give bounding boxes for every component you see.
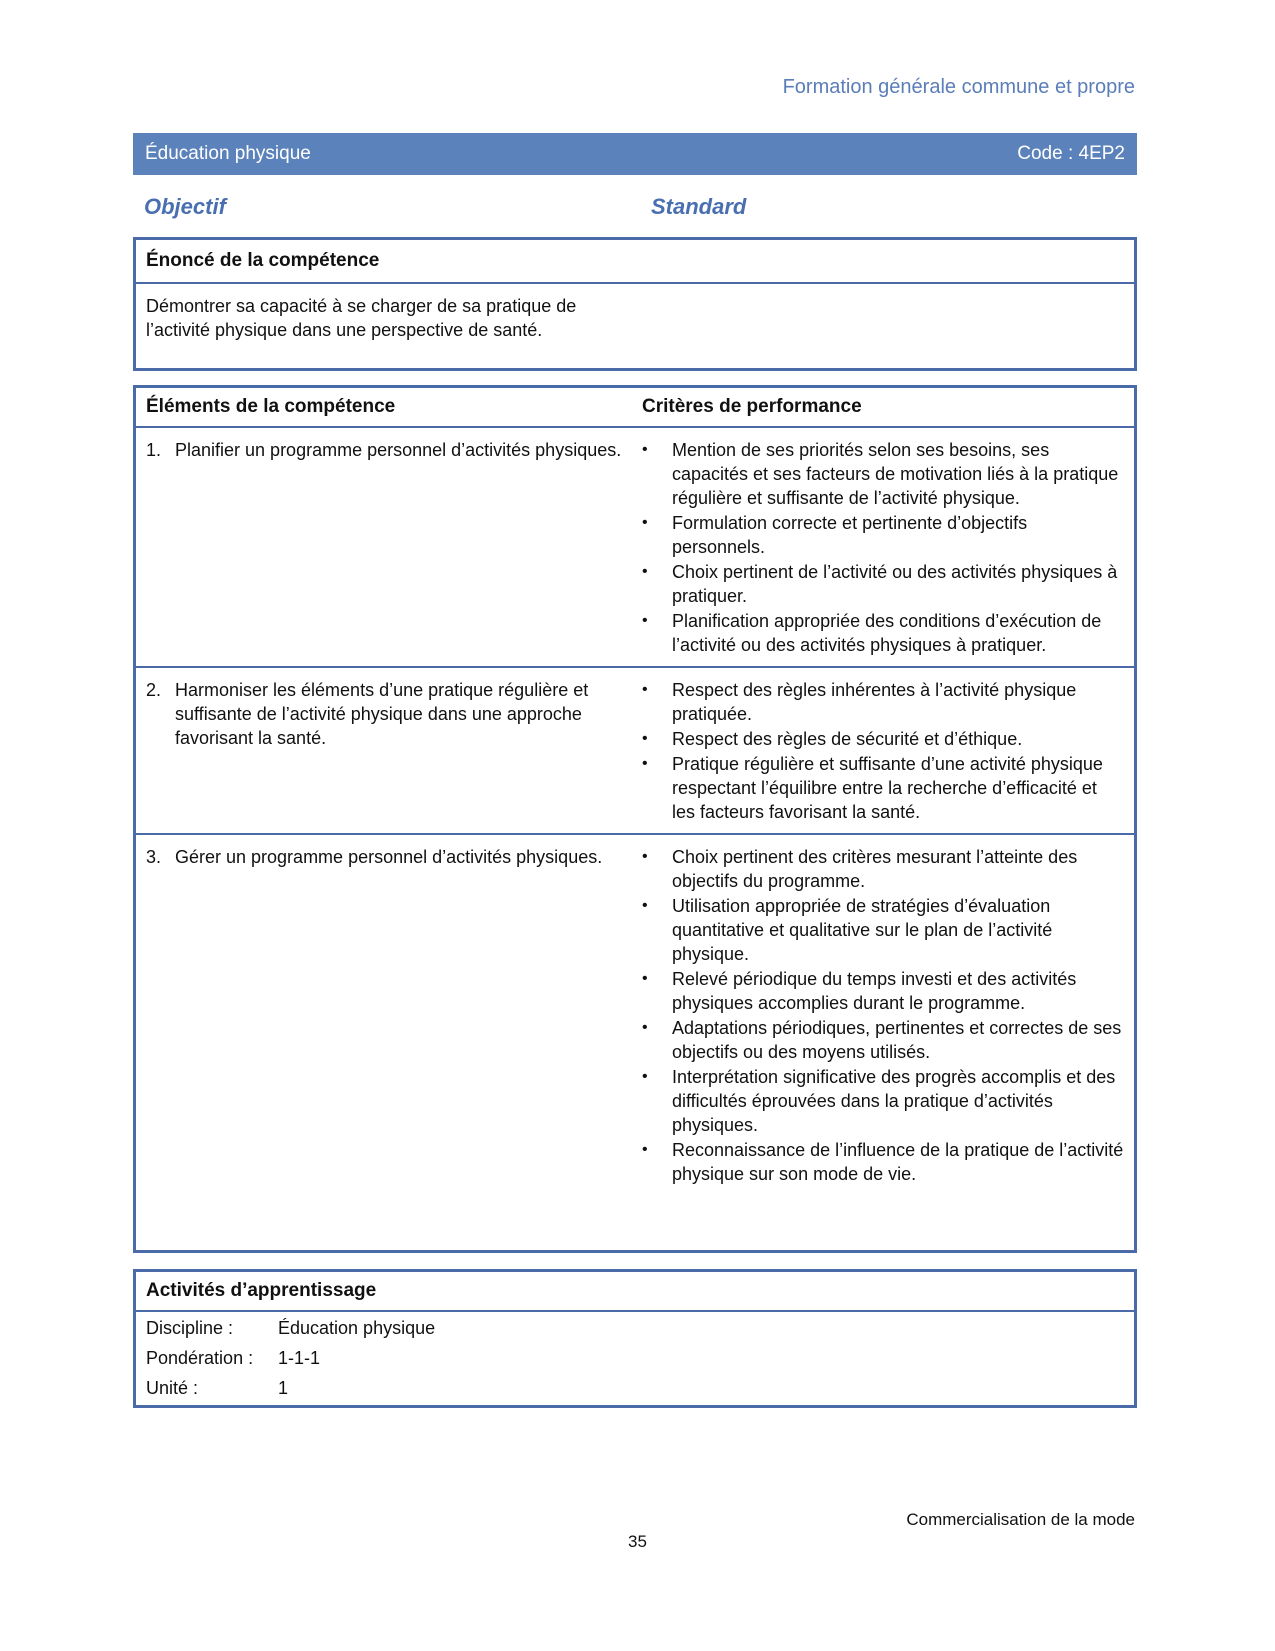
list-item (642, 967, 1124, 1015)
criterion-text: Relevé périodique du temps investi et des activités physiques accomplies durant le programme. (672, 969, 1077, 1013)
criterion-text: Planification appropriée des conditions d’exécution de l’activité ou des activités physiques à pratiquer. (672, 611, 1102, 655)
element-text: Gérer un programme personnel d’activités physiques. (175, 847, 603, 867)
bullet-icon: • (642, 755, 648, 772)
criteria-list (642, 845, 1124, 1186)
element-cell (136, 834, 632, 1195)
bullet-icon: • (642, 514, 648, 531)
enonce-heading: Énoncé de la compétence (136, 240, 1134, 284)
bullet-icon: • (642, 1068, 648, 1085)
list-item (642, 727, 1124, 751)
table-row (136, 427, 1134, 667)
list-item (642, 1065, 1124, 1137)
element-text: Planifier un programme personnel d’activités physiques. (175, 440, 622, 460)
ponderation-label: Pondération : (146, 1347, 254, 1368)
element-item (146, 678, 622, 750)
enonce-text: Démontrer sa capacité à se charger de sa pratique de l’activité physique dans une perspective de santé. (146, 296, 577, 340)
element-cell (136, 667, 632, 834)
bullet-icon: • (642, 1019, 648, 1036)
criteria-cell (632, 834, 1134, 1195)
list-item (642, 678, 1124, 726)
elements-table (136, 388, 1134, 1195)
criterion-text: Respect des règles de sécurité et d’éthique. (672, 729, 1023, 749)
course-code: Code : 4EP2 (1017, 143, 1125, 164)
unite-line (136, 1374, 1134, 1402)
discipline-value: Éducation physique (278, 1317, 436, 1338)
criterion-text: Adaptations périodiques, pertinentes et correctes de ses objectifs ou des moyens utilisés. (672, 1018, 1122, 1062)
bullet-icon: • (642, 681, 648, 698)
elements-table-body (136, 427, 1134, 1195)
course-title: Éducation physique (145, 143, 311, 164)
element-cell (136, 427, 632, 667)
bullet-icon: • (642, 848, 648, 865)
list-item (642, 438, 1124, 510)
objectif-label: Objectif (144, 194, 226, 219)
bullet-icon: • (642, 441, 648, 458)
page-number: 35 (628, 1532, 647, 1551)
ponderation-value: 1-1-1 (278, 1347, 321, 1368)
unite-label: Unité : (146, 1377, 199, 1398)
criterion-text: Interprétation significative des progrès accomplis et des difficultés éprouvées dans la pratique d’activités physiques. (672, 1067, 1116, 1135)
criteria-column-header: Critères de performance (632, 388, 1134, 427)
elements-column-header: Éléments de la compétence (136, 388, 632, 427)
list-item (642, 1016, 1124, 1064)
criterion-text: Choix pertinent des critères mesurant l’atteinte des objectifs du programme. (672, 847, 1078, 891)
footer-program: Commercialisation de la mode (906, 1510, 1135, 1529)
bullet-icon: • (642, 563, 648, 580)
criteria-cell (632, 667, 1134, 834)
criteria-list (642, 438, 1124, 657)
criterion-text: Utilisation appropriée de stratégies d’évaluation quantitative et qualitative sur le plan de l’activité physique. (672, 896, 1053, 964)
element-item (146, 438, 622, 462)
criteria-cell (632, 427, 1134, 667)
bullet-icon: • (642, 1141, 648, 1158)
discipline-label: Discipline : (146, 1317, 234, 1338)
bullet-icon: • (642, 897, 648, 914)
objective-row (144, 194, 1044, 220)
header-note: Formation générale commune et propre (782, 76, 1135, 98)
list-item (642, 845, 1124, 893)
list-item (642, 511, 1124, 559)
list-item (642, 609, 1124, 657)
discipline-line (136, 1314, 1134, 1342)
list-item (642, 1138, 1124, 1186)
list-item (642, 752, 1124, 824)
list-item (642, 560, 1124, 608)
table-row (136, 834, 1134, 1195)
activites-heading: Activités d’apprentissage (136, 1272, 1134, 1312)
bullet-icon: • (642, 730, 648, 747)
element-number: 1. (146, 440, 162, 460)
criterion-text: Choix pertinent de l’activité ou des activités physiques à pratiquer. (672, 562, 1118, 606)
element-text: Harmoniser les éléments d’une pratique régulière et suffisante de l’activité physique dans une approche favorisant la santé. (175, 680, 589, 748)
activites-box (133, 1269, 1137, 1408)
criteria-list (642, 678, 1124, 824)
bullet-icon: • (642, 970, 648, 987)
criterion-text: Respect des règles inhérentes à l’activité physique pratiquée. (672, 680, 1077, 724)
element-number: 3. (146, 847, 162, 867)
list-item (642, 894, 1124, 966)
criterion-text: Mention de ses priorités selon ses besoins, ses capacités et ses facteurs de motivation liés à la pratique régulière et suffisante de l’activité physique. (672, 440, 1119, 508)
ponderation-line (136, 1344, 1134, 1372)
elements-box (133, 385, 1137, 1253)
criterion-text: Formulation correcte et pertinente d’objectifs personnels. (672, 513, 1028, 557)
element-number: 2. (146, 680, 162, 700)
table-row (136, 667, 1134, 834)
criterion-text: Reconnaissance de l’influence de la pratique de l’activité physique sur son mode de vie. (672, 1140, 1124, 1184)
criterion-text: Pratique régulière et suffisante d’une activité physique respectant l’équilibre entre la recherche d’efficacité et les facteurs favorisant la santé. (672, 754, 1103, 822)
element-item (146, 845, 622, 869)
unite-value: 1 (278, 1377, 289, 1398)
standard-label: Standard (651, 194, 747, 219)
bullet-icon: • (642, 612, 648, 629)
enonce-box (133, 237, 1137, 371)
course-title-bar (133, 133, 1137, 175)
